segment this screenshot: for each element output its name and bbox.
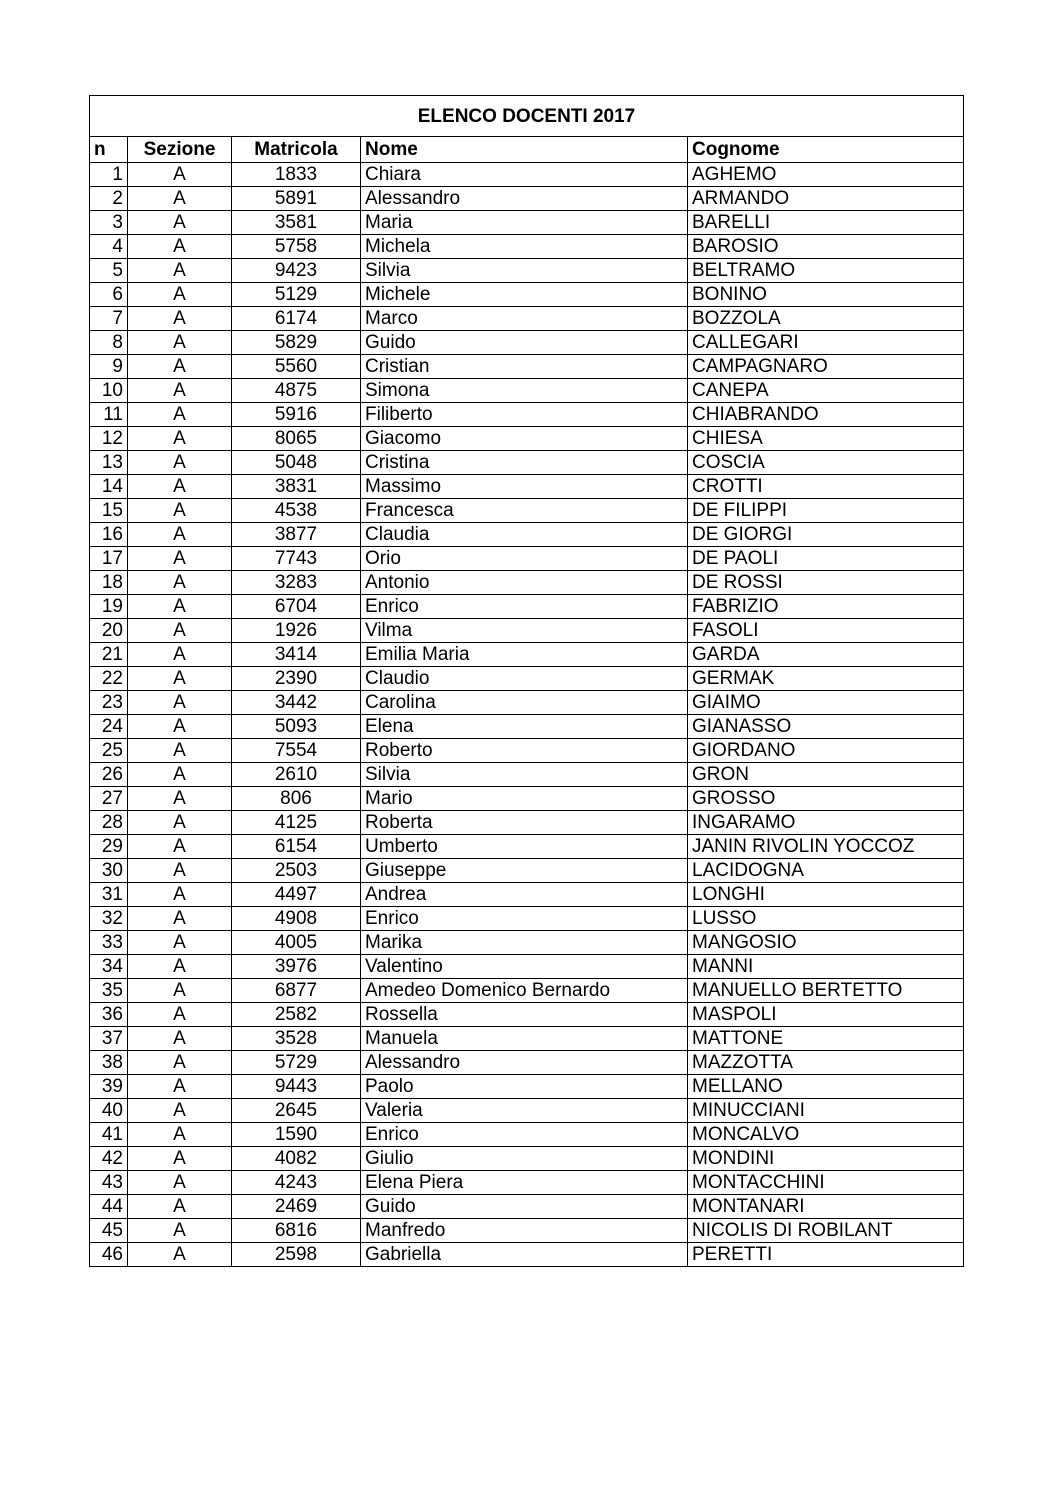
cell-nome: Roberta — [361, 811, 688, 835]
cell-sezione: A — [128, 451, 232, 475]
table-body — [90, 163, 964, 1267]
cell-nome: Maria — [361, 211, 688, 235]
cell-cognome: COSCIA — [688, 451, 964, 475]
cell-sezione: A — [128, 955, 232, 979]
cell-cognome: BELTRAMO — [688, 259, 964, 283]
cell-n: 30 — [90, 859, 128, 883]
cell-nome: Enrico — [361, 595, 688, 619]
cell-sezione: A — [128, 931, 232, 955]
cell-nome: Enrico — [361, 1123, 688, 1147]
table-row — [90, 643, 964, 667]
table-row — [90, 955, 964, 979]
cell-matricola: 5129 — [232, 283, 361, 307]
table-row — [90, 595, 964, 619]
table-row — [90, 859, 964, 883]
table-row — [90, 1195, 964, 1219]
table-row — [90, 451, 964, 475]
cell-nome: Manuela — [361, 1027, 688, 1051]
cell-cognome: DE PAOLI — [688, 547, 964, 571]
cell-matricola: 2390 — [232, 667, 361, 691]
cell-sezione: A — [128, 1003, 232, 1027]
table-row — [90, 667, 964, 691]
cell-sezione: A — [128, 715, 232, 739]
table-row — [90, 475, 964, 499]
cell-n: 33 — [90, 931, 128, 955]
cell-cognome: MONTANARI — [688, 1195, 964, 1219]
cell-cognome: NICOLIS DI ROBILANT — [688, 1219, 964, 1243]
cell-nome: Giacomo — [361, 427, 688, 451]
cell-cognome: CHIESA — [688, 427, 964, 451]
cell-sezione: A — [128, 163, 232, 187]
cell-nome: Chiara — [361, 163, 688, 187]
cell-nome: Umberto — [361, 835, 688, 859]
table-row — [90, 979, 964, 1003]
cell-cognome: MANUELLO BERTETTO — [688, 979, 964, 1003]
cell-sezione: A — [128, 475, 232, 499]
cell-nome: Gabriella — [361, 1243, 688, 1267]
cell-nome: Vilma — [361, 619, 688, 643]
cell-sezione: A — [128, 1027, 232, 1051]
cell-cognome: ARMANDO — [688, 187, 964, 211]
cell-sezione: A — [128, 859, 232, 883]
cell-cognome: GRON — [688, 763, 964, 787]
cell-nome: Amedeo Domenico Bernardo — [361, 979, 688, 1003]
cell-sezione: A — [128, 1147, 232, 1171]
cell-matricola: 4243 — [232, 1171, 361, 1195]
cell-cognome: MINUCCIANI — [688, 1099, 964, 1123]
cell-n: 3 — [90, 211, 128, 235]
cell-matricola: 2582 — [232, 1003, 361, 1027]
cell-n: 35 — [90, 979, 128, 1003]
cell-n: 16 — [90, 523, 128, 547]
cell-nome: Giulio — [361, 1147, 688, 1171]
cell-matricola: 5048 — [232, 451, 361, 475]
cell-matricola: 1926 — [232, 619, 361, 643]
cell-n: 13 — [90, 451, 128, 475]
column-header-n: n — [90, 137, 128, 163]
cell-matricola: 3831 — [232, 475, 361, 499]
cell-sezione: A — [128, 1171, 232, 1195]
column-header-nome: Nome — [361, 137, 688, 163]
cell-cognome: CROTTI — [688, 475, 964, 499]
cell-sezione: A — [128, 619, 232, 643]
cell-matricola: 5916 — [232, 403, 361, 427]
cell-matricola: 7743 — [232, 547, 361, 571]
cell-matricola: 7554 — [232, 739, 361, 763]
cell-matricola: 1590 — [232, 1123, 361, 1147]
cell-cognome: BAROSIO — [688, 235, 964, 259]
cell-sezione: A — [128, 307, 232, 331]
table-row — [90, 379, 964, 403]
cell-cognome: INGARAMO — [688, 811, 964, 835]
cell-nome: Cristian — [361, 355, 688, 379]
cell-sezione: A — [128, 379, 232, 403]
cell-n: 41 — [90, 1123, 128, 1147]
cell-nome: Alessandro — [361, 1051, 688, 1075]
cell-matricola: 9423 — [232, 259, 361, 283]
cell-nome: Mario — [361, 787, 688, 811]
cell-sezione: A — [128, 1243, 232, 1267]
cell-cognome: LONGHI — [688, 883, 964, 907]
cell-n: 10 — [90, 379, 128, 403]
cell-matricola: 6154 — [232, 835, 361, 859]
table-row — [90, 1099, 964, 1123]
cell-matricola: 4125 — [232, 811, 361, 835]
cell-matricola: 4875 — [232, 379, 361, 403]
cell-matricola: 8065 — [232, 427, 361, 451]
cell-sezione: A — [128, 571, 232, 595]
table-row — [90, 235, 964, 259]
cell-n: 19 — [90, 595, 128, 619]
cell-n: 42 — [90, 1147, 128, 1171]
cell-matricola: 2469 — [232, 1195, 361, 1219]
cell-cognome: BONINO — [688, 283, 964, 307]
cell-nome: Enrico — [361, 907, 688, 931]
cell-matricola: 6816 — [232, 1219, 361, 1243]
cell-nome: Emilia Maria — [361, 643, 688, 667]
cell-cognome: FASOLI — [688, 619, 964, 643]
table-row — [90, 211, 964, 235]
cell-cognome: LUSSO — [688, 907, 964, 931]
cell-nome: Marco — [361, 307, 688, 331]
cell-matricola: 3976 — [232, 955, 361, 979]
cell-n: 15 — [90, 499, 128, 523]
cell-n: 2 — [90, 187, 128, 211]
cell-matricola: 5891 — [232, 187, 361, 211]
cell-nome: Antonio — [361, 571, 688, 595]
cell-sezione: A — [128, 499, 232, 523]
cell-matricola: 3414 — [232, 643, 361, 667]
column-header-sezione: Sezione — [128, 137, 232, 163]
cell-sezione: A — [128, 1051, 232, 1075]
cell-matricola: 6174 — [232, 307, 361, 331]
cell-n: 6 — [90, 283, 128, 307]
table-row — [90, 1219, 964, 1243]
cell-n: 24 — [90, 715, 128, 739]
table-row — [90, 259, 964, 283]
cell-sezione: A — [128, 691, 232, 715]
cell-n: 9 — [90, 355, 128, 379]
table-row — [90, 1003, 964, 1027]
cell-matricola: 3442 — [232, 691, 361, 715]
cell-cognome: MONDINI — [688, 1147, 964, 1171]
cell-cognome: AGHEMO — [688, 163, 964, 187]
cell-n: 22 — [90, 667, 128, 691]
cell-matricola: 5560 — [232, 355, 361, 379]
cell-cognome: PERETTI — [688, 1243, 964, 1267]
cell-n: 46 — [90, 1243, 128, 1267]
cell-matricola: 6877 — [232, 979, 361, 1003]
cell-n: 23 — [90, 691, 128, 715]
table-row — [90, 355, 964, 379]
table-row — [90, 307, 964, 331]
cell-cognome: CALLEGARI — [688, 331, 964, 355]
cell-nome: Silvia — [361, 259, 688, 283]
cell-cognome: BOZZOLA — [688, 307, 964, 331]
cell-matricola: 3528 — [232, 1027, 361, 1051]
cell-sezione: A — [128, 835, 232, 859]
cell-cognome: JANIN RIVOLIN YOCCOZ — [688, 835, 964, 859]
cell-cognome: CAMPAGNARO — [688, 355, 964, 379]
cell-n: 28 — [90, 811, 128, 835]
cell-nome: Claudia — [361, 523, 688, 547]
cell-sezione: A — [128, 787, 232, 811]
table-row — [90, 763, 964, 787]
table-row — [90, 739, 964, 763]
cell-n: 5 — [90, 259, 128, 283]
cell-cognome: MONTACCHINI — [688, 1171, 964, 1195]
cell-cognome: DE GIORGI — [688, 523, 964, 547]
cell-sezione: A — [128, 427, 232, 451]
cell-n: 1 — [90, 163, 128, 187]
cell-nome: Elena — [361, 715, 688, 739]
table-row — [90, 163, 964, 187]
cell-sezione: A — [128, 523, 232, 547]
cell-n: 4 — [90, 235, 128, 259]
cell-matricola: 2598 — [232, 1243, 361, 1267]
cell-nome: Marika — [361, 931, 688, 955]
title-row — [90, 96, 964, 137]
table-row — [90, 1051, 964, 1075]
cell-cognome: GIAIMO — [688, 691, 964, 715]
cell-cognome: CANEPA — [688, 379, 964, 403]
table-row — [90, 835, 964, 859]
cell-cognome: FABRIZIO — [688, 595, 964, 619]
cell-cognome: MELLANO — [688, 1075, 964, 1099]
cell-matricola: 3283 — [232, 571, 361, 595]
cell-cognome: MANNI — [688, 955, 964, 979]
cell-sezione: A — [128, 763, 232, 787]
cell-nome: Simona — [361, 379, 688, 403]
cell-nome: Guido — [361, 331, 688, 355]
cell-cognome: GROSSO — [688, 787, 964, 811]
cell-sezione: A — [128, 187, 232, 211]
cell-n: 36 — [90, 1003, 128, 1027]
cell-nome: Alessandro — [361, 187, 688, 211]
cell-n: 29 — [90, 835, 128, 859]
cell-n: 38 — [90, 1051, 128, 1075]
table-row — [90, 187, 964, 211]
table-row — [90, 523, 964, 547]
cell-cognome: MASPOLI — [688, 1003, 964, 1027]
cell-cognome: GERMAK — [688, 667, 964, 691]
cell-n: 44 — [90, 1195, 128, 1219]
table-row — [90, 619, 964, 643]
table-title: ELENCO DOCENTI 2017 — [90, 96, 964, 137]
cell-cognome: MONCALVO — [688, 1123, 964, 1147]
cell-n: 8 — [90, 331, 128, 355]
table-row — [90, 547, 964, 571]
cell-nome: Paolo — [361, 1075, 688, 1099]
cell-n: 25 — [90, 739, 128, 763]
cell-n: 21 — [90, 643, 128, 667]
cell-matricola: 3581 — [232, 211, 361, 235]
table-row — [90, 571, 964, 595]
cell-cognome: DE ROSSI — [688, 571, 964, 595]
table-row — [90, 1075, 964, 1099]
cell-matricola: 2503 — [232, 859, 361, 883]
cell-sezione: A — [128, 1075, 232, 1099]
cell-n: 17 — [90, 547, 128, 571]
cell-nome: Filiberto — [361, 403, 688, 427]
cell-matricola: 3877 — [232, 523, 361, 547]
table-row — [90, 1123, 964, 1147]
cell-matricola: 5758 — [232, 235, 361, 259]
cell-sezione: A — [128, 259, 232, 283]
cell-cognome: GARDA — [688, 643, 964, 667]
cell-n: 14 — [90, 475, 128, 499]
cell-cognome: BARELLI — [688, 211, 964, 235]
cell-matricola: 806 — [232, 787, 361, 811]
table-row — [90, 499, 964, 523]
table-row — [90, 811, 964, 835]
table-row — [90, 403, 964, 427]
cell-cognome: GIORDANO — [688, 739, 964, 763]
table-row — [90, 715, 964, 739]
column-header-matricola: Matricola — [232, 137, 361, 163]
cell-nome: Cristina — [361, 451, 688, 475]
cell-sezione: A — [128, 547, 232, 571]
table-row — [90, 1027, 964, 1051]
header-row — [90, 137, 964, 163]
cell-sezione: A — [128, 811, 232, 835]
cell-matricola: 5729 — [232, 1051, 361, 1075]
cell-sezione: A — [128, 1219, 232, 1243]
table-row — [90, 1243, 964, 1267]
cell-matricola: 2610 — [232, 763, 361, 787]
cell-nome: Michele — [361, 283, 688, 307]
cell-n: 39 — [90, 1075, 128, 1099]
cell-nome: Giuseppe — [361, 859, 688, 883]
cell-cognome: MANGOSIO — [688, 931, 964, 955]
cell-matricola: 1833 — [232, 163, 361, 187]
column-header-cognome: Cognome — [688, 137, 964, 163]
cell-matricola: 2645 — [232, 1099, 361, 1123]
cell-sezione: A — [128, 643, 232, 667]
cell-nome: Manfredo — [361, 1219, 688, 1243]
cell-sezione: A — [128, 211, 232, 235]
table-row — [90, 283, 964, 307]
cell-matricola: 4908 — [232, 907, 361, 931]
cell-nome: Massimo — [361, 475, 688, 499]
cell-nome: Valeria — [361, 1099, 688, 1123]
cell-n: 40 — [90, 1099, 128, 1123]
cell-matricola: 4497 — [232, 883, 361, 907]
cell-sezione: A — [128, 235, 232, 259]
table-row — [90, 883, 964, 907]
table-row — [90, 931, 964, 955]
cell-matricola: 4538 — [232, 499, 361, 523]
cell-n: 11 — [90, 403, 128, 427]
cell-cognome: LACIDOGNA — [688, 859, 964, 883]
cell-cognome: GIANASSO — [688, 715, 964, 739]
cell-matricola: 6704 — [232, 595, 361, 619]
cell-matricola: 5093 — [232, 715, 361, 739]
cell-matricola: 9443 — [232, 1075, 361, 1099]
cell-n: 12 — [90, 427, 128, 451]
cell-sezione: A — [128, 595, 232, 619]
cell-nome: Roberto — [361, 739, 688, 763]
table-row — [90, 1171, 964, 1195]
cell-sezione: A — [128, 331, 232, 355]
cell-sezione: A — [128, 355, 232, 379]
cell-nome: Rossella — [361, 1003, 688, 1027]
cell-matricola: 4082 — [232, 1147, 361, 1171]
cell-cognome: DE FILIPPI — [688, 499, 964, 523]
cell-sezione: A — [128, 979, 232, 1003]
cell-n: 32 — [90, 907, 128, 931]
cell-n: 27 — [90, 787, 128, 811]
cell-nome: Valentino — [361, 955, 688, 979]
cell-n: 7 — [90, 307, 128, 331]
cell-nome: Carolina — [361, 691, 688, 715]
cell-n: 43 — [90, 1171, 128, 1195]
cell-n: 31 — [90, 883, 128, 907]
cell-sezione: A — [128, 883, 232, 907]
cell-nome: Francesca — [361, 499, 688, 523]
cell-n: 20 — [90, 619, 128, 643]
cell-nome: Silvia — [361, 763, 688, 787]
cell-matricola: 5829 — [232, 331, 361, 355]
table-row — [90, 787, 964, 811]
cell-nome: Michela — [361, 235, 688, 259]
cell-sezione: A — [128, 403, 232, 427]
cell-nome: Orio — [361, 547, 688, 571]
cell-n: 26 — [90, 763, 128, 787]
cell-sezione: A — [128, 667, 232, 691]
table-row — [90, 427, 964, 451]
cell-cognome: MATTONE — [688, 1027, 964, 1051]
table-row — [90, 1147, 964, 1171]
cell-nome: Andrea — [361, 883, 688, 907]
cell-sezione: A — [128, 283, 232, 307]
cell-n: 34 — [90, 955, 128, 979]
cell-nome: Claudio — [361, 667, 688, 691]
docenti-table — [89, 95, 964, 1267]
cell-matricola: 4005 — [232, 931, 361, 955]
table-row — [90, 331, 964, 355]
table-row — [90, 691, 964, 715]
table-row — [90, 907, 964, 931]
cell-sezione: A — [128, 1123, 232, 1147]
cell-sezione: A — [128, 1195, 232, 1219]
cell-n: 45 — [90, 1219, 128, 1243]
cell-nome: Elena Piera — [361, 1171, 688, 1195]
cell-cognome: CHIABRANDO — [688, 403, 964, 427]
cell-sezione: A — [128, 907, 232, 931]
cell-cognome: MAZZOTTA — [688, 1051, 964, 1075]
cell-n: 18 — [90, 571, 128, 595]
cell-nome: Guido — [361, 1195, 688, 1219]
cell-sezione: A — [128, 1099, 232, 1123]
cell-sezione: A — [128, 739, 232, 763]
cell-n: 37 — [90, 1027, 128, 1051]
